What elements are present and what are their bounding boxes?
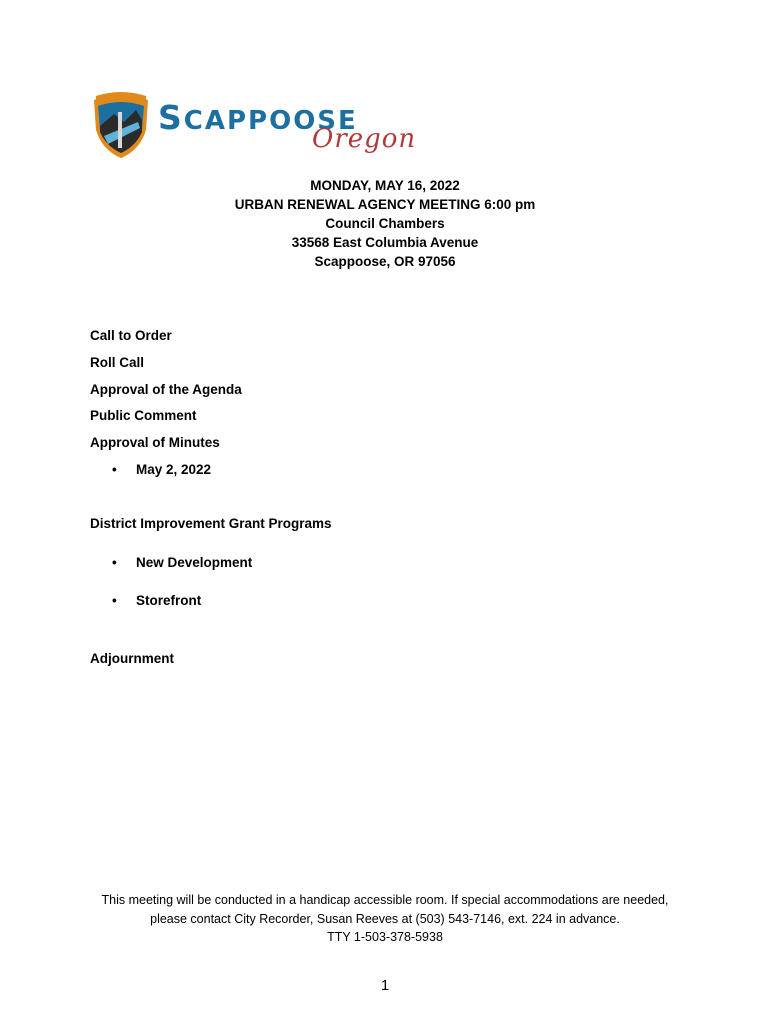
grant-item: • New Development [112,555,253,570]
page-number: 1 [380,977,390,994]
agenda-adjournment: Adjournment [90,651,174,666]
meeting-header [0,176,770,271]
bullet-icon: • [112,462,117,477]
city-seal-icon [90,92,152,160]
meeting-address: 33568 East Columbia Avenue [291,235,479,250]
meeting-date: MONDAY, MAY 16, 2022 [310,178,460,193]
agenda-public-comment: Public Comment [90,408,197,423]
bullet-icon: • [112,555,117,570]
bullet-icon: • [112,593,117,608]
notice-line-3: TTY 1-503-378-5938 [327,930,443,944]
scappoose-logo [90,92,420,162]
agenda-approval-agenda: Approval of the Agenda [90,382,242,397]
agenda-grant-programs: District Improvement Grant Programs [90,516,332,531]
notice-line-1: This meeting will be conducted in a handicap accessible room. If special accommodations are needed, [101,893,669,907]
grant-item: • Storefront [112,593,202,608]
logo-script-oregon: Oregon [312,124,417,154]
notice-line-2: please contact City Recorder, Susan Reeves at (503) 543-7146, ext. 224 in advance. [150,911,620,926]
logo-wordmark: SCAPPOOSE [158,98,358,137]
meeting-title: URBAN RENEWAL AGENCY MEETING 6:00 pm [234,197,536,212]
minutes-item: • May 2, 2022 [112,462,212,477]
meeting-city: Scappoose, OR 97056 [314,254,456,269]
accessibility-notice [0,891,770,947]
agenda-roll-call: Roll Call [90,355,145,370]
agenda-approval-minutes: Approval of Minutes [90,435,220,450]
meeting-location: Council Chambers [325,216,445,231]
agenda-call-to-order: Call to Order [90,328,172,343]
